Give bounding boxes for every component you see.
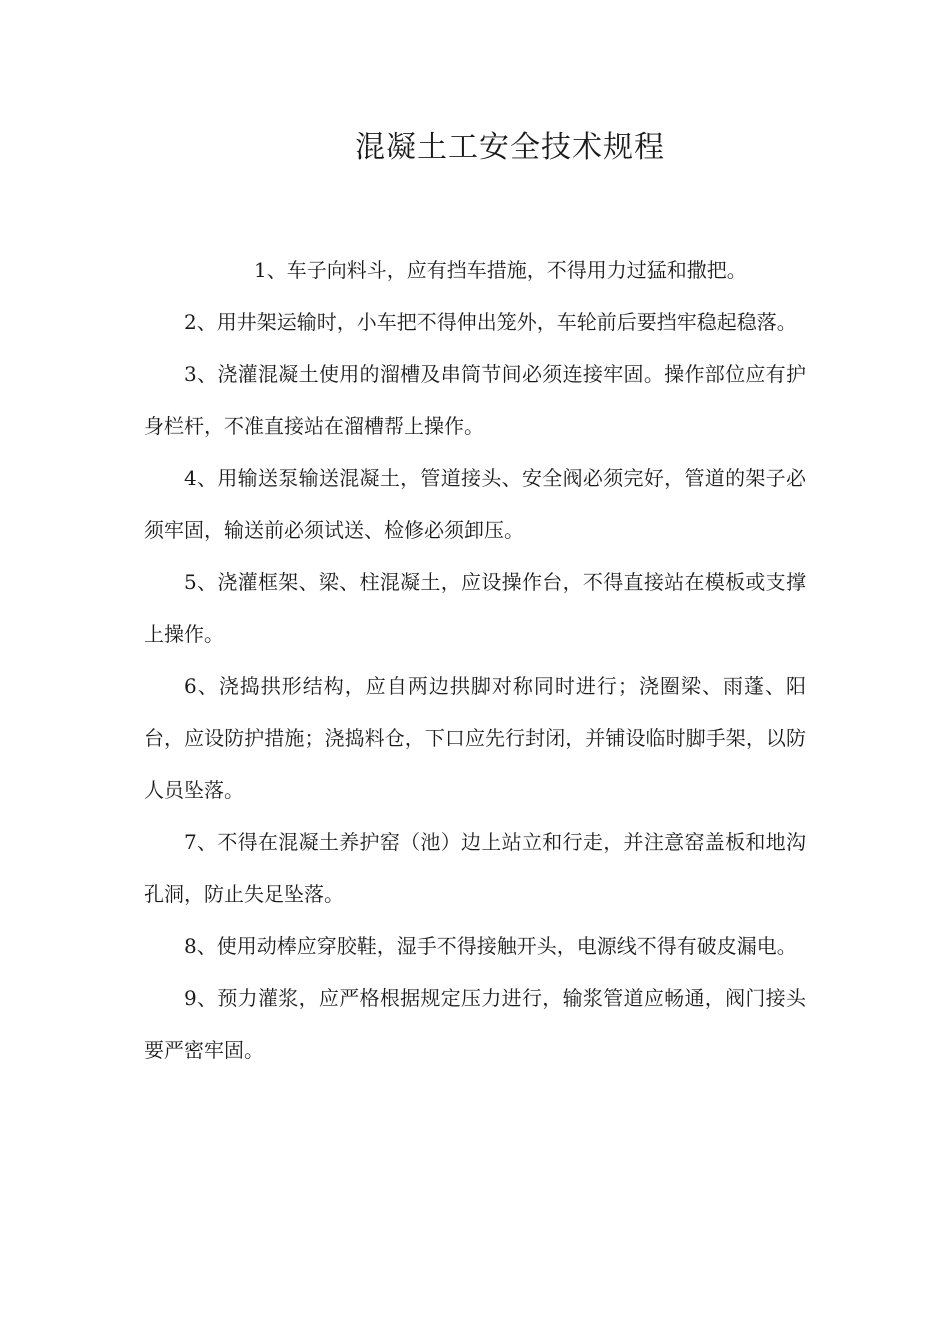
paragraph-rule-7: 7、不得在混凝土养护窑（池）边上站立和行走，并注意窑盖板和地沟孔洞，防止失足坠落。	[144, 830, 806, 906]
paragraph-rule-8: 8、使用动棒应穿胶鞋，湿手不得接触开头，电源线不得有破皮漏电。	[184, 934, 797, 958]
paragraph-rule-2: 2、用井架运输时，小车把不得伸出笼外，车轮前后要挡牢稳起稳落。	[184, 310, 797, 334]
paragraph-rule-6: 6、浇捣拱形结构，应自两边拱脚对称同时进行；浇圈梁、雨蓬、阳台，应设防护措施；浇捣料仓，下口应先行封闭，并铺设临时脚手架，以防人员坠落。	[144, 674, 806, 802]
paragraph-rule-4: 4、用输送泵输送混凝土，管道接头、安全阀必须完好，管道的架子必须牢固，输送前必须试送、检修必须卸压。	[144, 466, 806, 542]
paragraph-rule-9: 9、预力灌浆，应严格根据规定压力进行，输浆管道应畅通，阀门接头要严密牢固。	[144, 986, 806, 1062]
paragraph-rule-3: 3、浇灌混凝土使用的溜槽及串筒节间必须连接牢固。操作部位应有护身栏杆，不准直接站在溜槽帮上操作。	[144, 362, 806, 438]
document-body	[144, 244, 806, 1076]
paragraph-rule-5: 5、浇灌框架、梁、柱混凝土，应设操作台，不得直接站在模板或支撑上操作。	[144, 570, 806, 646]
page-title: 混凝土工安全技术规程	[355, 130, 665, 165]
paragraph-rule-1: 1、车子向料斗，应有挡车措施，不得用力过猛和撒把。	[254, 258, 747, 282]
